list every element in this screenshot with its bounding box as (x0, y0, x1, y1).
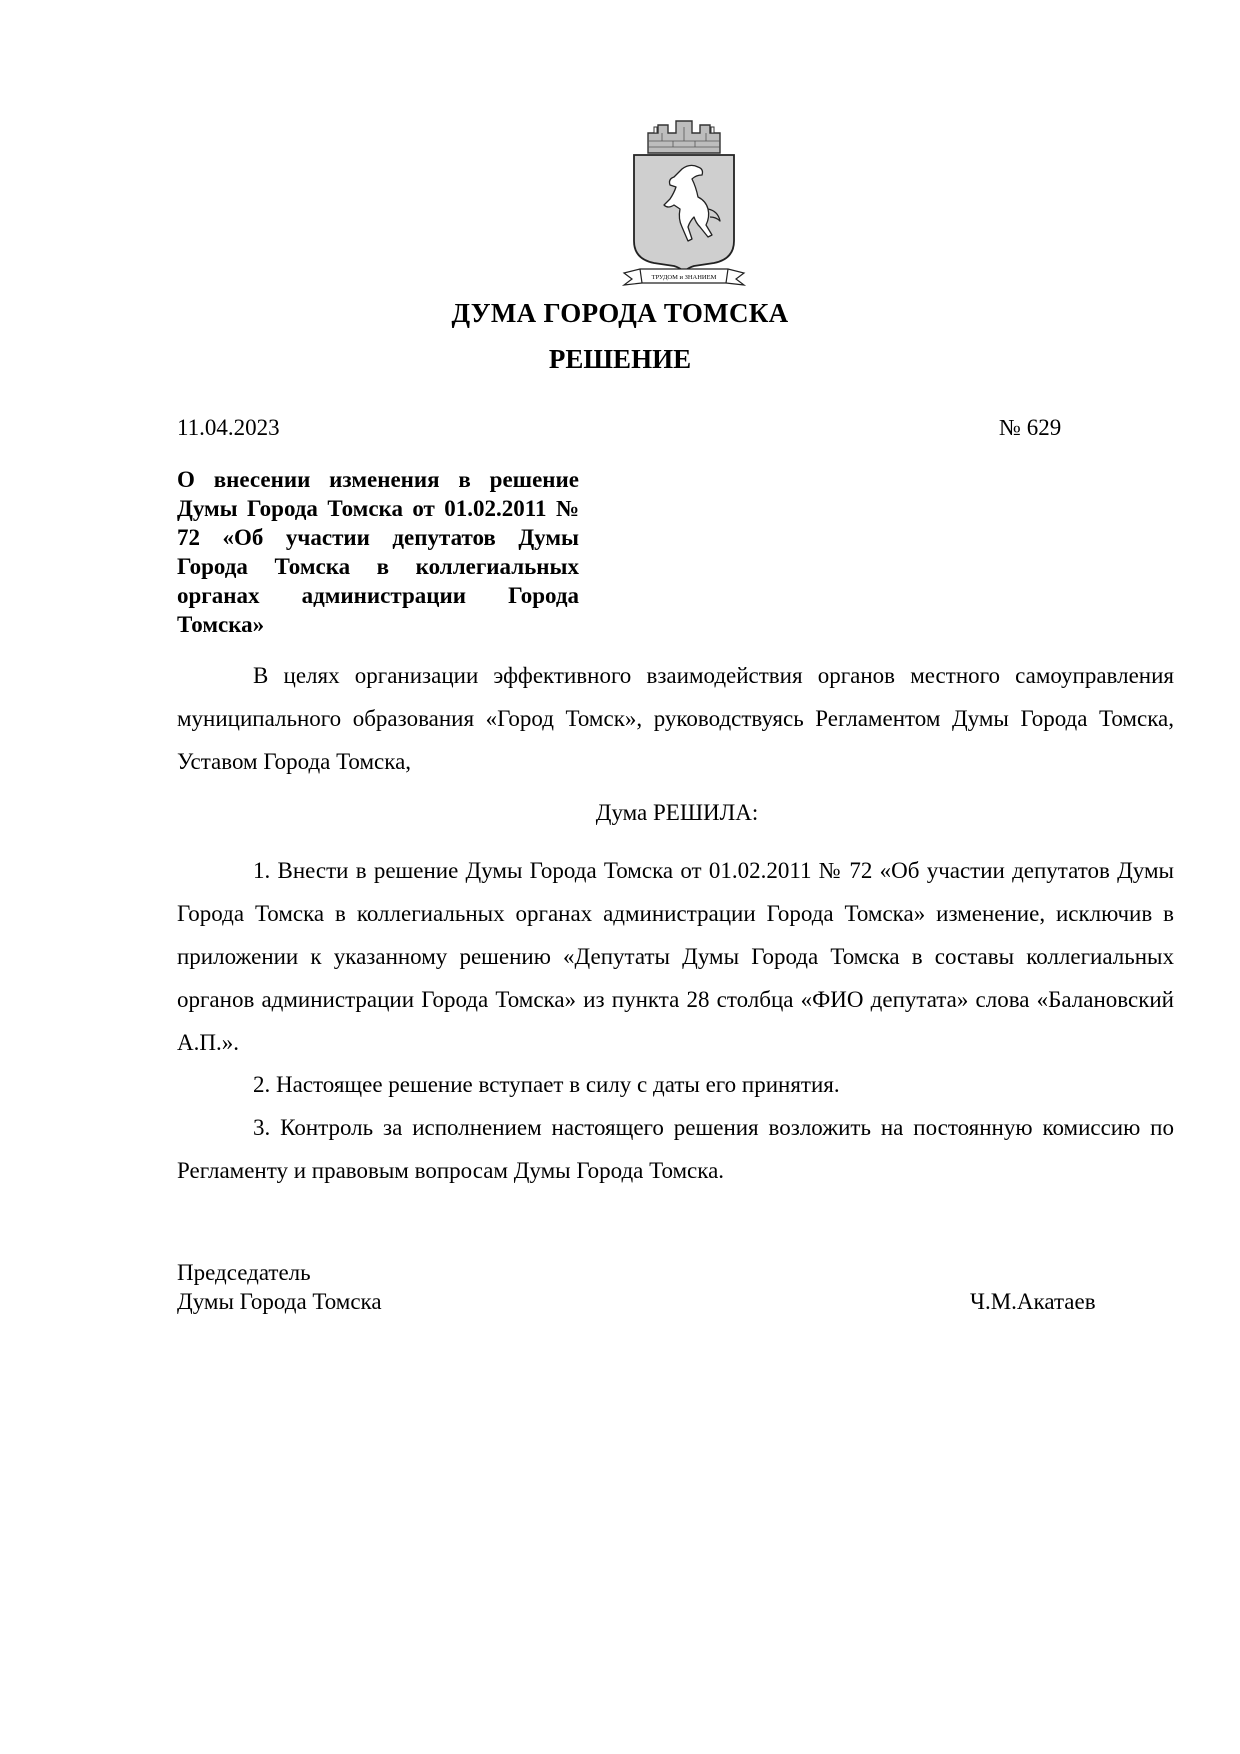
document-date: 11.04.2023 (177, 415, 280, 440)
preamble-paragraph: В целях организации эффективного взаимодействия органов местного самоуправления муниципального образования «Город Томск», руководствуясь Регламентом Думы Города Томска, Уставом Города Томска, (177, 663, 1174, 774)
resolution-item: 1. Внести в решение Думы Города Томска от 01.02.2011 № 72 «Об участии депутатов Думы Города Томска в коллегиальных органах администрации Города Томска» изменение, исключив в приложении к указанному решению «Депутаты Думы Города Томска в составы коллегиальных органов администрации Города Томска» из пункта 28 столбца «ФИО депутата» слова «Балановский А.П.». (177, 858, 1174, 1055)
signer-position (177, 1258, 382, 1316)
signer-name: Ч.М.Акатаев (970, 1289, 1096, 1314)
resolution-item: 3. Контроль за исполнением настоящего решения возложить на постоянную комиссию по Регламенту и правовым вопросам Думы Города Томска. (177, 1115, 1174, 1183)
svg-text:ТРУДОМ и ЗНАНИЕМ: ТРУДОМ и ЗНАНИЕМ (651, 274, 717, 281)
document-number: № 629 (999, 415, 1062, 440)
tomsk-coat-of-arms-icon (618, 113, 750, 291)
decided-label: Дума РЕШИЛА: (595, 800, 759, 825)
signer-position-line: Думы Города Томска (177, 1289, 382, 1314)
document-subject: О внесении изменения в решение Думы Города Томска от 01.02.2011 № 72 «Об участии депутатов Думы Города Томска в коллегиальных органах администрации Города Томска» (177, 467, 579, 637)
organization-title: ДУМА ГОРОДА ТОМСКА (451, 298, 789, 328)
signer-position-line: Председатель (177, 1260, 311, 1285)
resolution-item: 2. Настоящее решение вступает в силу с даты его принятия. (253, 1072, 840, 1097)
document-type-title: РЕШЕНИЕ (548, 344, 692, 374)
